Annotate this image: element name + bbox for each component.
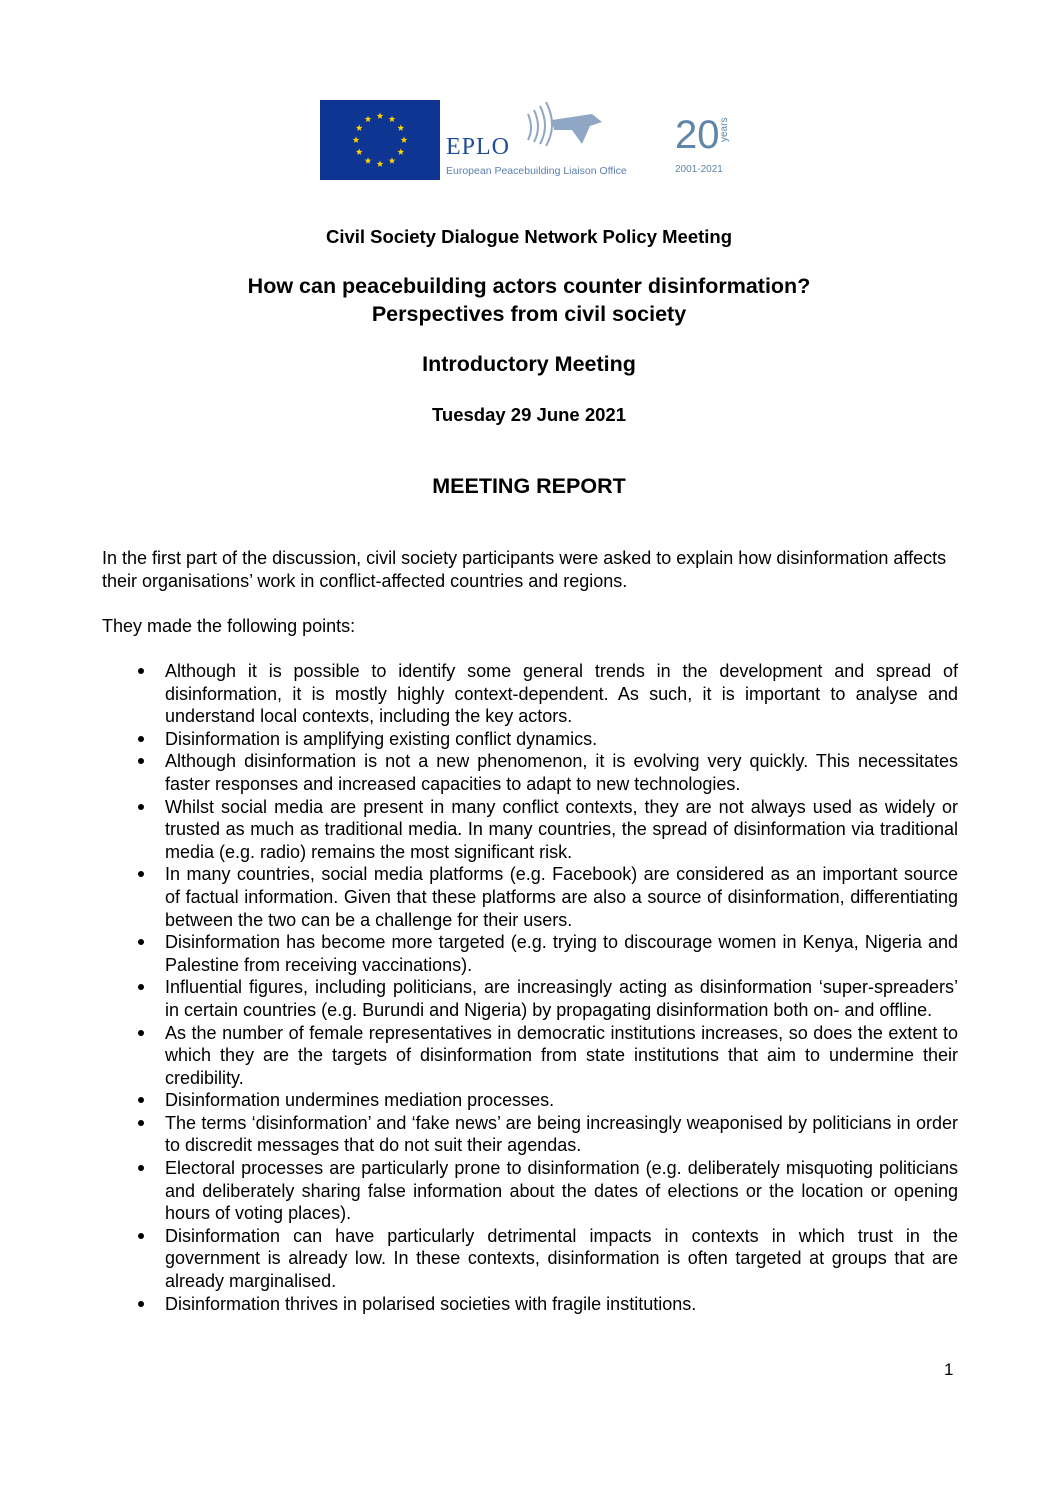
main-title-line-2: Perspectives from civil society xyxy=(371,302,687,326)
list-item: The terms ‘disinformation’ and ‘fake news’ are being increasingly weaponised by politicians in order to discredit messages that do not suit their agendas. xyxy=(102,1112,958,1157)
meeting-type-title: Introductory Meeting xyxy=(422,352,636,376)
page-number: 1 xyxy=(944,1360,954,1379)
list-item: As the number of female representatives in democratic institutions increases, so does the extent to which they are the targets of disinformation from state institutions that aim to undermine their credibility. xyxy=(102,1022,958,1090)
anniversary-number: 20 xyxy=(675,113,720,157)
eplo-subtitle: European Peacebuilding Liaison Office xyxy=(446,165,627,177)
anniversary-unit: years xyxy=(719,117,730,142)
network-title: Civil Society Dialogue Network Policy Meeting xyxy=(325,226,733,247)
eplo-logo xyxy=(442,100,662,180)
eplo-bird-logo-icon xyxy=(528,102,552,146)
lead-paragraph: They made the following points: xyxy=(102,616,356,636)
list-item: Although disinformation is not a new phenomenon, it is evolving very quickly. This necessitates faster responses and increased capacities to adapt to new technologies. xyxy=(102,750,958,795)
list-item: Although it is possible to identify some general trends in the development and spread of disinformation, it is mostly highly context-dependent. As such, it is important to analyse and understand local contexts, including the key actors. xyxy=(102,660,958,728)
list-item: In many countries, social media platforms (e.g. Facebook) are considered as an important source of factual information. Given that these platforms are also a source of disinformation, differentiating between the two can be a challenge for their users. xyxy=(102,863,958,931)
main-title-line-1: How can peacebuilding actors counter disinformation? xyxy=(247,274,811,298)
eplo-wordmark: EPLO xyxy=(446,134,510,160)
list-item: Disinformation has become more targeted (e.g. trying to discourage women in Kenya, Nigeria and Palestine from receiving vaccinations). xyxy=(102,931,958,976)
main-title xyxy=(0,272,1058,328)
list-item: Disinformation undermines mediation processes. xyxy=(102,1089,958,1112)
list-item: Disinformation can have particularly detrimental impacts in contexts in which trust in the government is already low. In these contexts, disinformation is often targeted at groups that are already marginalised. xyxy=(102,1225,958,1293)
meeting-date: Tuesday 29 June 2021 xyxy=(431,404,626,425)
anniversary-range: 2001-2021 xyxy=(675,164,723,175)
intro-paragraph: In the first part of the discussion, civil society participants were asked to explain how disinformation affects their organisations’ work in conflict-affected countries and regions. xyxy=(102,548,947,591)
report-heading: MEETING REPORT xyxy=(432,474,626,498)
list-item: Disinformation is amplifying existing conflict dynamics. xyxy=(102,728,958,751)
list-item: Whilst social media are present in many conflict contexts, they are not always used as widely or trusted as much as traditional media. In many countries, the spread of disinformation via traditional media (e.g. radio) remains the most significant risk. xyxy=(102,796,958,864)
list-item: Electoral processes are particularly prone to disinformation (e.g. deliberately misquoting politicians and deliberately sharing false information about the dates of elections or the location or opening hours of voting places). xyxy=(102,1157,958,1225)
header-logos xyxy=(320,100,750,180)
bird-silhouette-icon xyxy=(552,114,602,144)
list-item: Disinformation thrives in polarised societies with fragile institutions. xyxy=(102,1293,958,1316)
anniversary-logo xyxy=(675,108,750,178)
eu-flag-icon xyxy=(320,100,440,180)
list-item: Influential figures, including politicians, are increasingly acting as disinformation ‘super-spreaders’ in certain countries (e.g. Burundi and Nigeria) by propagating disinformation both on- and offline. xyxy=(102,976,958,1021)
points-list xyxy=(102,660,958,1315)
